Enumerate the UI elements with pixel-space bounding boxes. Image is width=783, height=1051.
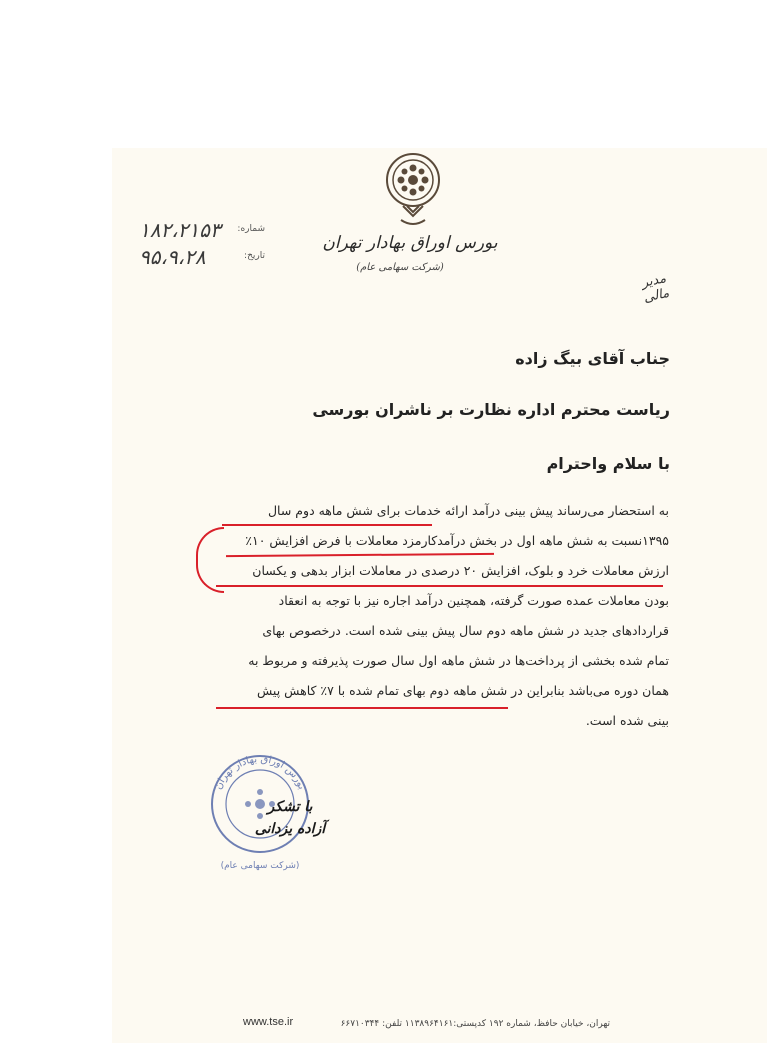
company-name: بورس اوراق بهادار تهران — [322, 233, 498, 253]
letter-date-label: تاریخ: — [244, 251, 265, 261]
letter-date-value: ۹۵،۹،۲۸ — [139, 245, 206, 269]
seal-arc-text: بورس اوراق بهادار تهران — [212, 753, 308, 792]
letter-number-row — [135, 218, 265, 242]
footer-address: تهران، خیابان حافظ، شماره ۱۹۲ کدپستی:۱۱۳۸۹۶۴۱۶۱ تلفن: ۶۶۷۱۰۳۴۴ — [340, 1019, 610, 1029]
addressee-name: جناب آقای بیگ زاده — [515, 349, 670, 368]
letter-number-label: شماره: — [237, 224, 265, 234]
signature-block — [235, 796, 345, 846]
handwritten-cc-note: مدیر مالی — [640, 271, 671, 306]
red-underline — [216, 707, 508, 709]
svg-text:بورس اوراق بهادار تهران — [213, 754, 307, 791]
body-line: همان دوره می‌باشد بنابراین در شش ماهه دوم بهای تمام شده با ۷٪ کاهش پیش — [257, 683, 669, 698]
company-type: (شرکت سهامی عام) — [356, 262, 444, 273]
letter-date-row — [135, 245, 265, 269]
red-underline — [216, 585, 663, 587]
body-line: به استحضار می‌رساند پیش بینی درآمد ارائه خدمات برای شش ماهه دوم سال — [267, 503, 669, 518]
footer-website: www.tse.ir — [243, 1016, 294, 1028]
body-line: ارزش معاملات خرد و بلوک، افزایش ۲۰ درصدی در معاملات ابزار بدهی و یکسان — [252, 563, 669, 578]
exchange-logo-icon — [383, 150, 443, 230]
letter-body — [213, 496, 669, 736]
body-line: بودن معاملات عمده صورت گرفته، همچنین درآمد اجاره نیز با توجه به انعقاد — [278, 593, 669, 608]
body-line: ۱۳۹۵نسبت به شش ماهه اول در بخش درآمدکارمزد معاملات با فرض افزایش ۱۰٪ — [245, 533, 669, 548]
body-line: قراردادهای جدید در شش ماهه دوم سال پیش بینی شده است. درخصوص بهای — [262, 623, 669, 638]
greeting: با سلام واحترام — [546, 454, 670, 473]
body-line: تمام شده بخشی از پرداخت‌ها در شش ماهه اول سال صورت پذیرفته و مربوط به — [248, 653, 669, 668]
letter-number-value: ۱۸۲،۲۱۵۳ — [139, 218, 221, 242]
seal-type-text: (شرکت سهامی عام) — [220, 861, 300, 871]
closing-text: با تشکر — [267, 799, 313, 815]
signatory-name: آزاده یزدانی — [254, 821, 326, 837]
red-underline — [222, 524, 432, 526]
addressee-title: ریاست محترم اداره نظارت بر ناشران بورسی — [312, 400, 670, 419]
body-line: بینی شده است. — [585, 713, 669, 728]
